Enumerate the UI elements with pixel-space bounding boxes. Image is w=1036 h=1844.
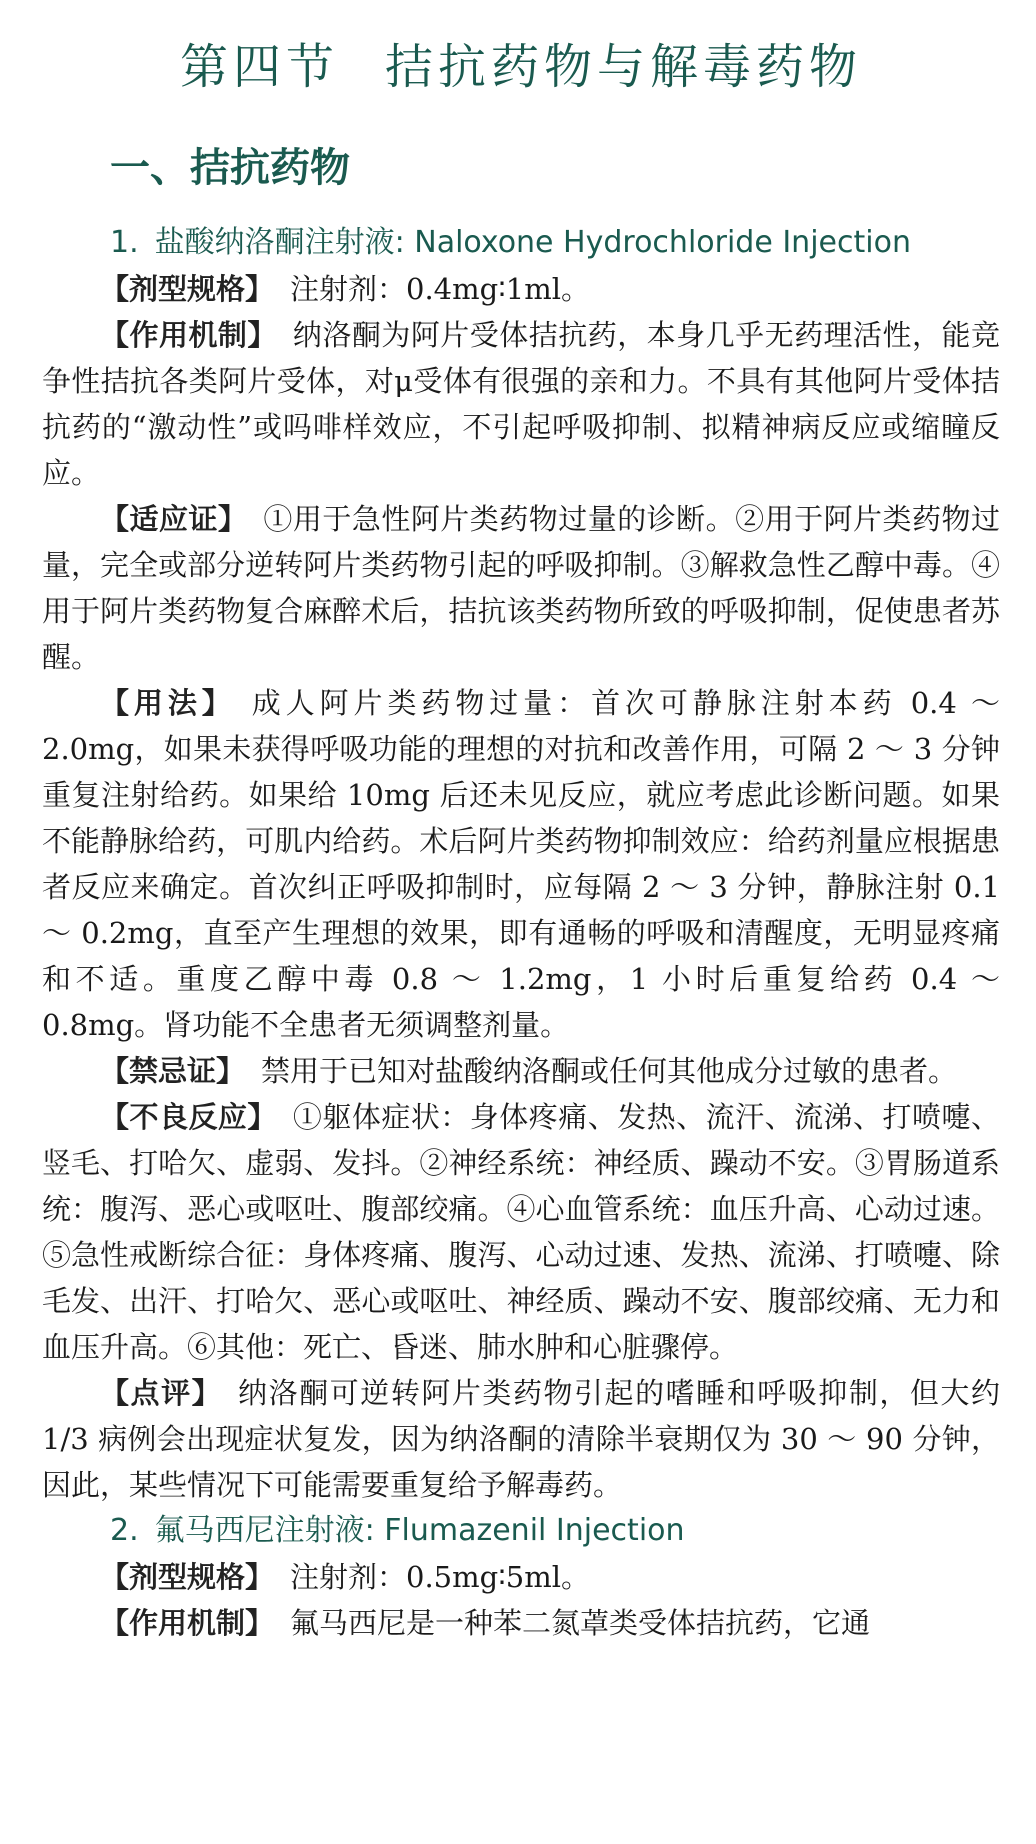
drug-title [42, 1508, 1000, 1554]
field-label: 【剂型规格】 [100, 1560, 275, 1594]
drug-number: 2. [110, 1513, 139, 1548]
field-comment [42, 1370, 1000, 1508]
field-label: 【剂型规格】 [100, 272, 275, 306]
field-text: 注射剂：0.4mg∶1ml。 [290, 272, 590, 306]
drug-title [42, 220, 1000, 266]
field-text: 纳洛酮可逆转阿片类药物引起的嗜睡和呼吸抑制，但大约 1/3 病例会出现症状复发，因为纳洛酮的清除半衰期仅为 30 ～ 90 分钟，因此，某些情况下可能需要重复给予解毒药。 [42, 1376, 1000, 1502]
field-text: 成人阿片类药物过量：首次可静脉注射本药 0.4 ～ 2.0mg，如果未获得呼吸功能的理想的对抗和改善作用，可隔 2 ～ 3 分钟重复注射给药。如果给 10mg 后还未见反应，就应考虑此诊断问题。如果不能静脉给药，可肌内给药。术后阿片类药物抑制效应：给药剂量应根据患者反应来确定。首次纠正呼吸抑制时，应每隔 2 ～ 3 分钟，静脉注射 0.1 ～ 0.2mg，直至产生理想的效果，即有通畅的呼吸和清醒度，无明显疼痛和不适。重度乙醇中毒 0.8 ～ 1.2mg，1 小时后重复给药 0.4 ～ 0.8mg。肾功能不全患者无须调整剂量。 [42, 686, 1000, 1042]
section-title-text: 拮抗药物与解毒药物 [385, 39, 863, 95]
drug-entry-flumazenil [42, 1508, 1000, 1646]
field-text: ①躯体症状：身体疼痛、发热、流汗、流涕、打喷嚏、竖毛、打哈欠、虚弱、发抖。②神经系统：神经质、躁动不安。③胃肠道系统：腹泻、恶心或呕吐、腹部绞痛。④心血管系统：血压升高、心动过速。⑤急性戒断综合征：身体疼痛、腹泻、心动过速、发热、流涕、打喷嚏、除毛发、出汗、打哈欠、恶心或呕吐、神经质、躁动不安、腹部绞痛、无力和血压升高。⑥其他：死亡、昏迷、肺水肿和心脏骤停。 [42, 1100, 1000, 1364]
field-text: 氟马西尼是一种苯二氮䓬类受体拮抗药，它通 [290, 1606, 871, 1640]
section-title-prefix: 第四节 [179, 39, 339, 95]
drug-name: 氟马西尼注射液: Flumazenil Injection [154, 1513, 685, 1548]
field-mechanism [42, 1600, 1000, 1646]
field-dosage-form [42, 266, 1000, 312]
field-label: 【用法】 [100, 686, 236, 720]
drug-entry-naloxone [42, 220, 1000, 1508]
field-adverse-reactions [42, 1094, 1000, 1370]
part-heading: 一、拮抗药物 [110, 144, 350, 191]
field-mechanism [42, 312, 1000, 496]
drug-number: 1. [110, 225, 139, 260]
field-label: 【适应证】 [100, 502, 248, 536]
field-text: 注射剂：0.5mg∶5ml。 [290, 1560, 590, 1594]
field-contraindications [42, 1048, 1000, 1094]
field-label: 【作用机制】 [100, 1606, 275, 1640]
field-label: 【禁忌证】 [100, 1054, 246, 1088]
field-indications [42, 496, 1000, 680]
field-text: 禁用于已知对盐酸纳洛酮或任何其他成分过敏的患者。 [261, 1054, 958, 1088]
field-label: 【点评】 [100, 1376, 223, 1410]
field-label: 【作用机制】 [100, 318, 277, 352]
section-title [42, 0, 1000, 102]
field-text: 纳洛酮为阿片受体拮抗药，本身几乎无药理活性，能竞争性拮抗各类阿片受体，对μ受体有很强的亲和力。不具有其他阿片受体拮抗药的“激动性”或吗啡样效应，不引起呼吸抑制、拟精神病反应或缩瞳反应。 [42, 318, 1000, 490]
field-dosage-form [42, 1554, 1000, 1600]
drug-name: 盐酸纳洛酮注射液: Naloxone Hydrochloride Injection [154, 225, 911, 260]
field-usage [42, 680, 1000, 1048]
field-text: ①用于急性阿片类药物过量的诊断。②用于阿片类药物过量，完全或部分逆转阿片类药物引起的呼吸抑制。③解救急性乙醇中毒。④用于阿片类药物复合麻醉术后，拮抗该类药物所致的呼吸抑制，促使患者苏醒。 [42, 502, 1000, 674]
field-label: 【不良反应】 [100, 1100, 277, 1134]
